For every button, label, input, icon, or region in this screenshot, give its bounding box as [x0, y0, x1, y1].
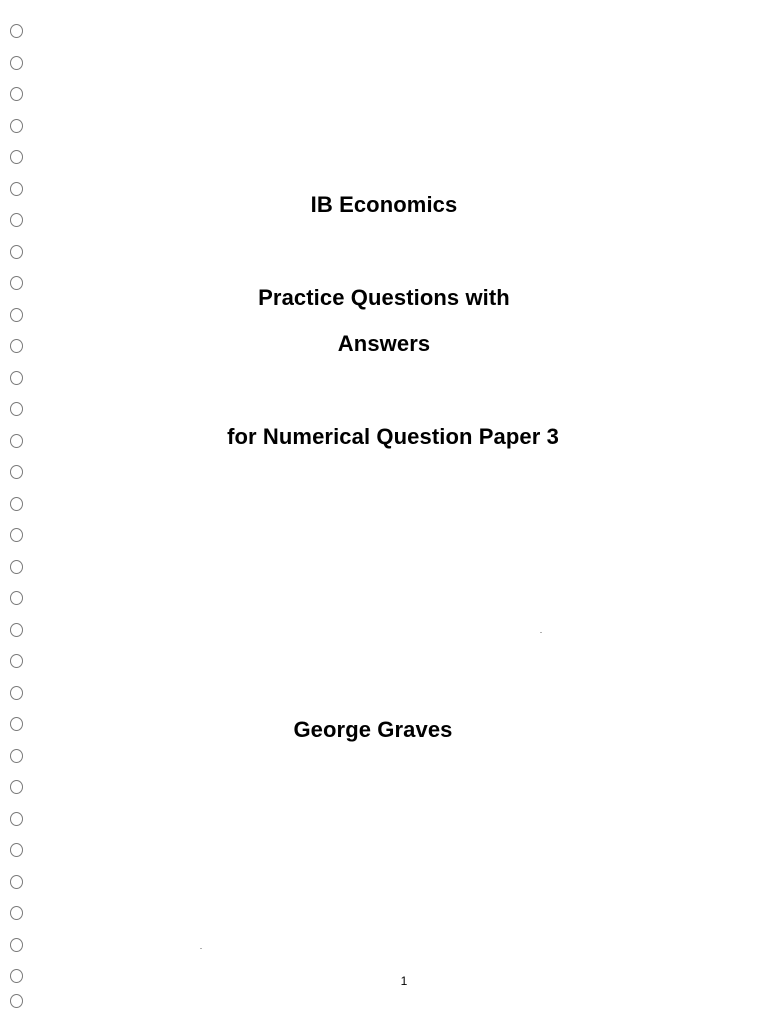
punch-hole — [10, 654, 23, 668]
punch-hole — [10, 56, 23, 70]
document-subtitle: for Numerical Question Paper 3 — [227, 424, 559, 449]
punch-hole — [10, 623, 23, 637]
punch-hole — [10, 812, 23, 826]
punch-hole — [10, 875, 23, 889]
punch-hole — [10, 465, 23, 479]
punch-hole — [10, 87, 23, 101]
punch-hole — [10, 119, 23, 133]
punch-hole — [10, 686, 23, 700]
punch-hole — [10, 906, 23, 920]
binder-punch-holes — [10, 24, 32, 1014]
punch-hole — [10, 497, 23, 511]
document-title-line1: IB Economics — [310, 192, 458, 217]
document-title-line3: Answers — [337, 331, 431, 356]
punch-hole — [10, 591, 23, 605]
punch-hole — [10, 24, 23, 38]
punch-hole — [10, 560, 23, 574]
scan-speck — [200, 948, 202, 949]
document-title-line2: Practice Questions with — [258, 285, 510, 310]
punch-hole — [10, 994, 23, 1008]
punch-hole — [10, 371, 23, 385]
punch-hole — [10, 938, 23, 952]
page-number: 1 — [400, 974, 408, 988]
punch-hole — [10, 780, 23, 794]
author-name: George Graves — [293, 717, 453, 742]
punch-hole — [10, 150, 23, 164]
punch-hole — [10, 402, 23, 416]
scan-speck — [540, 632, 542, 633]
punch-hole — [10, 528, 23, 542]
punch-hole — [10, 245, 23, 259]
punch-hole — [10, 749, 23, 763]
punch-hole — [10, 843, 23, 857]
